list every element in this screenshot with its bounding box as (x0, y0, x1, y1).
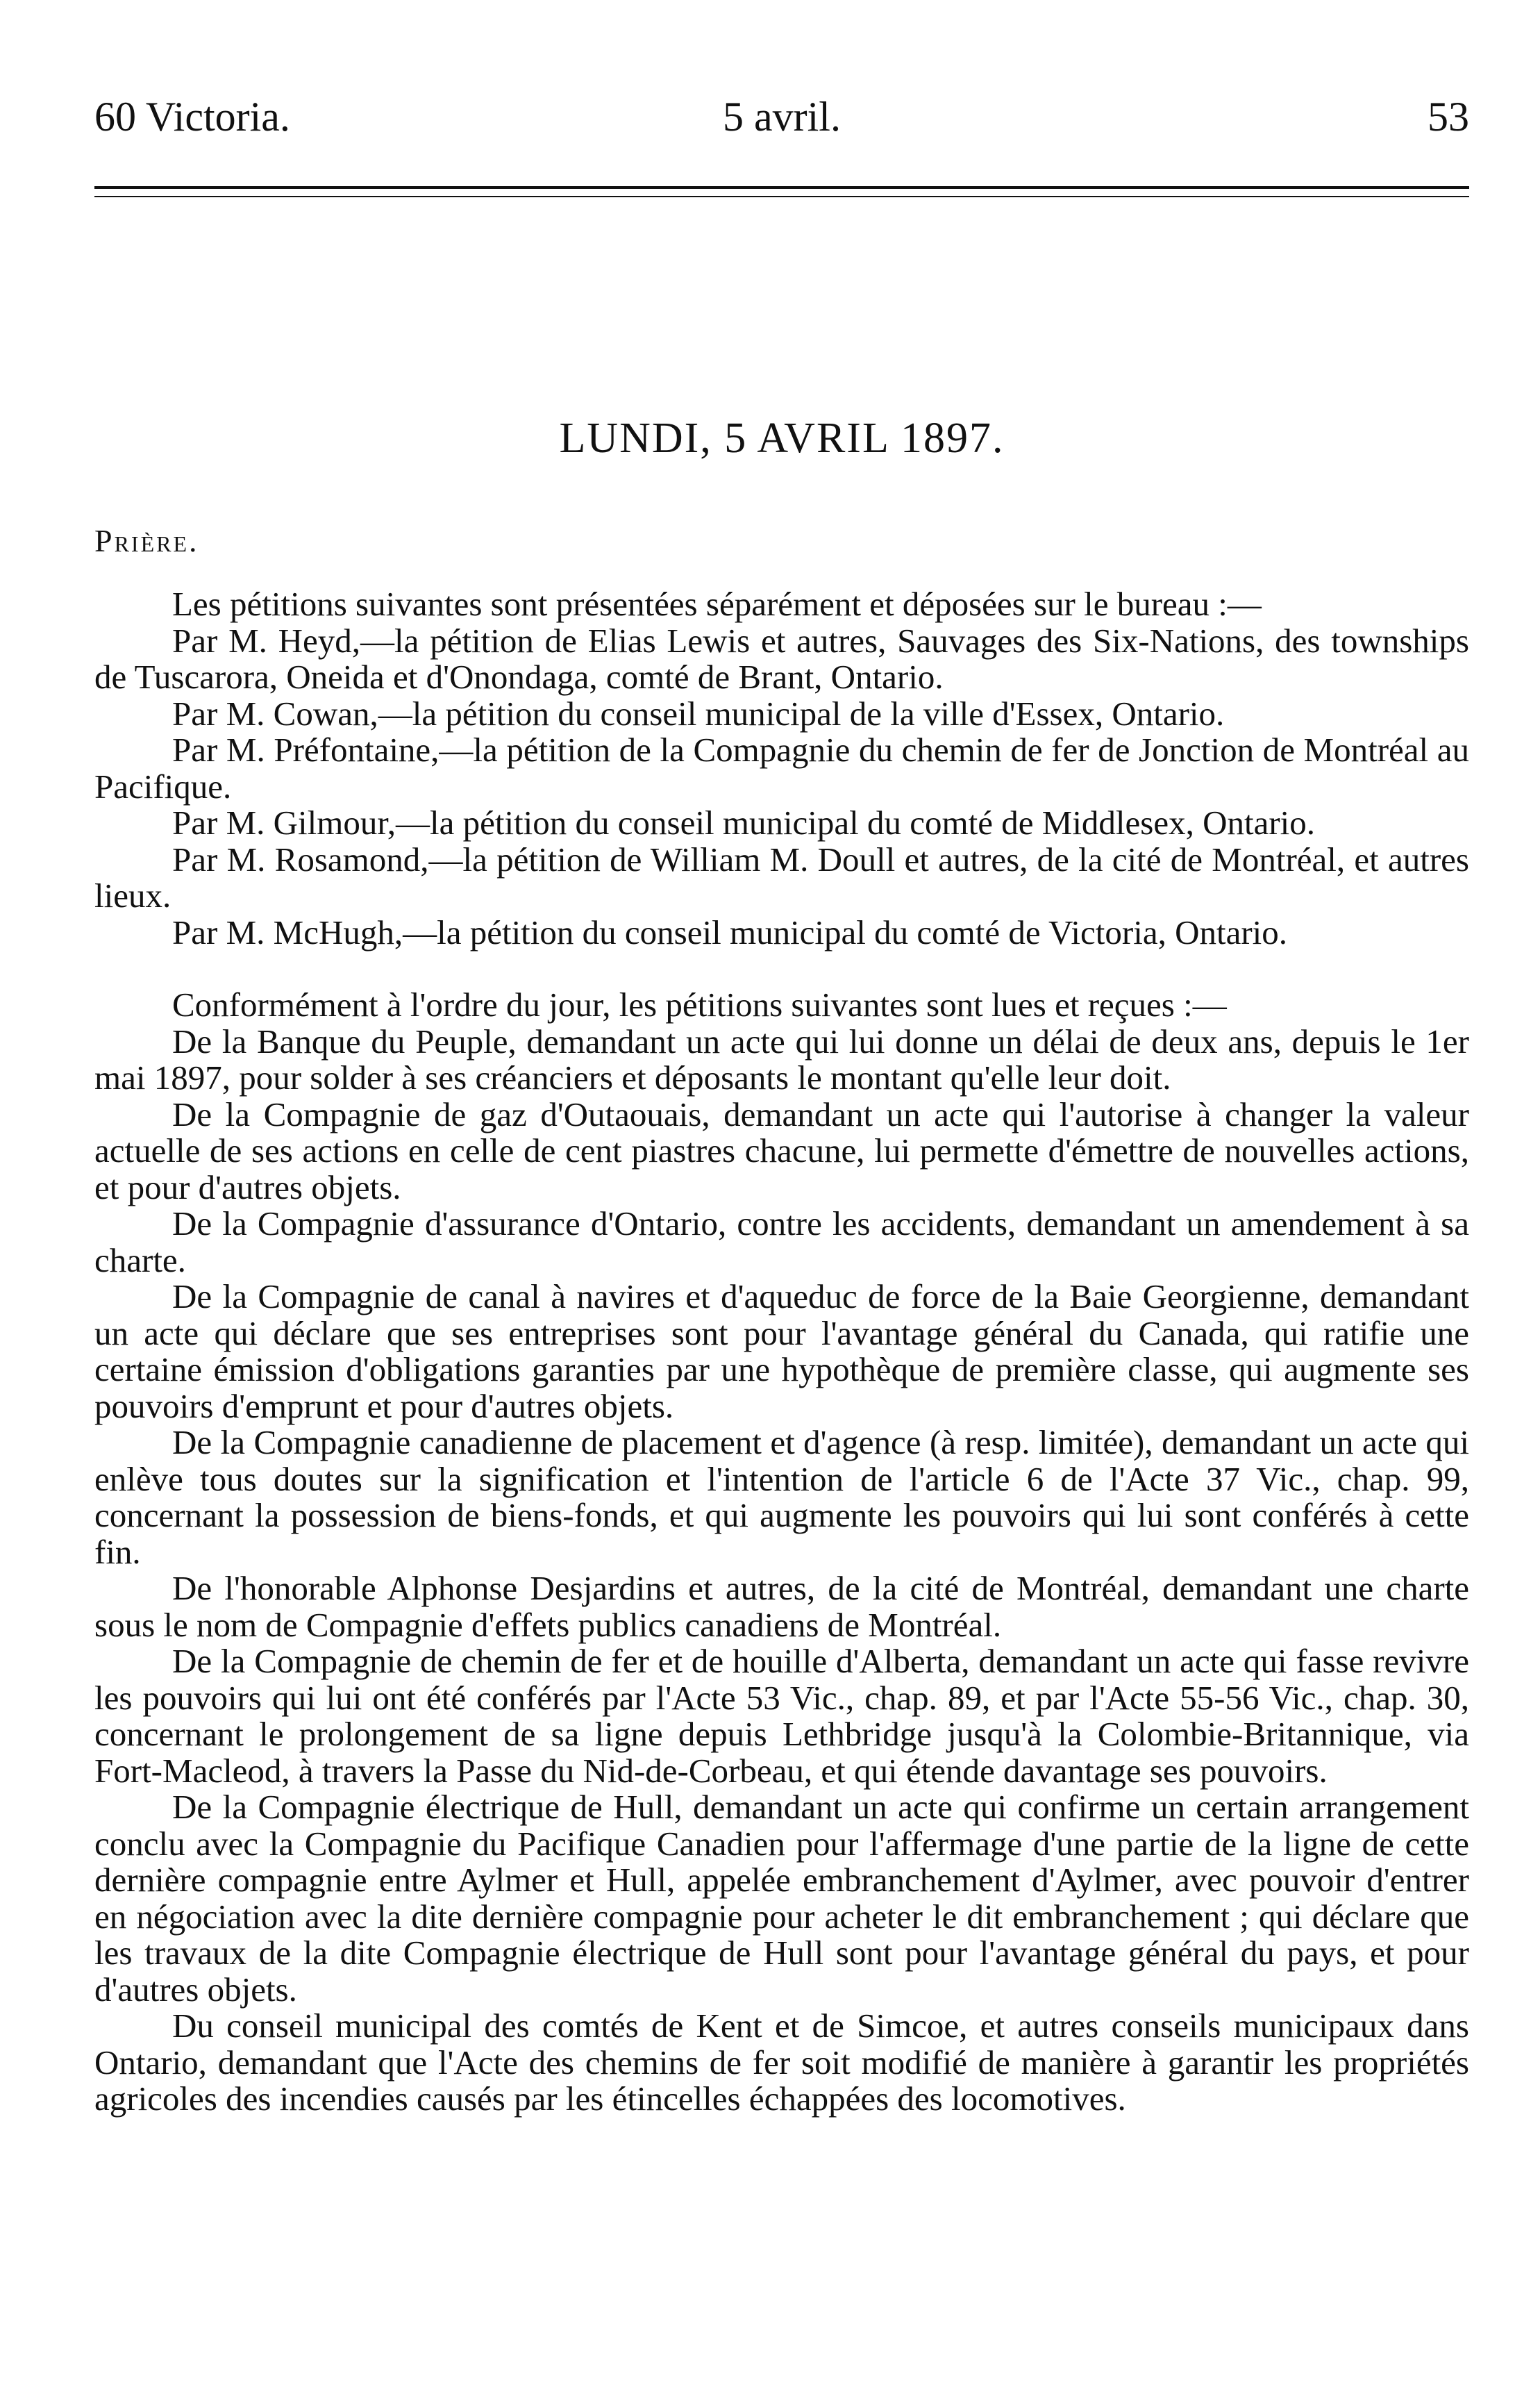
page-number: 53 (1428, 94, 1469, 140)
header-rule-thin (94, 196, 1469, 197)
paragraph: Par M. Gilmour,—la pétition du conseil municipal du comté de Middlesex, Ontario. (172, 804, 1316, 842)
paragraph: De l'honorable Alphonse Desjardins et autres, de la cité de Montréal, demandant une charte sous le nom de Compagnie d'effets publics canadiens de Montréal. (94, 1569, 1469, 1644)
paragraph: Conformément à l'ordre du jour, les pétitions suivantes sont lues et reçues :— (172, 986, 1227, 1024)
header-session: 60 Victoria. (94, 94, 290, 140)
paragraph: Par M. Rosamond,—la pétition de William M. Doull et autres, de la cité de Montréal, et autres lieux. (94, 840, 1469, 915)
paragraph: De la Compagnie d'assurance d'Ontario, contre les accidents, demandant un amendement à sa charte. (94, 1204, 1469, 1279)
header-date: 5 avril. (723, 94, 841, 140)
paragraph: Par M. McHugh,—la pétition du conseil municipal du comté de Victoria, Ontario. (172, 913, 1288, 952)
paragraph: De la Compagnie électrique de Hull, demandant un acte qui confirme un certain arrangement conclu avec la Compagnie du Pacifique Canadien pour l'affermage d'une partie de la ligne de cette dernière compagnie entre Aylmer et Hull, appelée embranchement d'Aylmer, avec pouvoir d'entrer en négociation avec la dite dernière compagnie pour acheter le dit embranchement ; qui déclare que les travaux de la dite Compagnie électrique de Hull sont pour l'avantage général du pays, et pour d'autres objets. (94, 1788, 1469, 2009)
paragraph: De la Compagnie de canal à navires et d'aqueduc de force de la Baie Georgienne, demandant un acte qui déclare que ses entreprises sont pour l'avantage général du Canada, qui ratifie une certaine émission d'obligations garanties par une hypothèque de première classe, qui augmente ses pouvoirs d'emprunt et pour d'autres objets. (94, 1277, 1469, 1425)
paragraph: De la Compagnie de chemin de fer et de houille d'Alberta, demandant un acte qui fasse revivre les pouvoirs qui lui ont été conférés par l'Acte 53 Vic., chap. 89, et par l'Acte 55-56 Vic., chap. 30, concernant le prolongement de sa ligne depuis Lethbridge jusqu'à la Colombie-Britannique, via Fort-Macleod, à travers la Passe du Nid-de-Corbeau, et qui étende davantage ses pouvoirs. (94, 1642, 1469, 1790)
paragraph: Du conseil municipal des comtés de Kent et de Simcoe, et autres conseils municipaux dans Ontario, demandant que l'Acte des chemins de fer soit modifié de manière à garantir les propriétés agricoles des incendies causés par les étincelles échappées des locomotives. (94, 2007, 1469, 2118)
paragraph: Par M. Heyd,—la pétition de Elias Lewis et autres, Sauvages des Six-Nations, des townships de Tuscarora, Oneida et d'Onondaga, comté de Brant, Ontario. (94, 621, 1469, 696)
paragraph: Les pétitions suivantes sont présentées séparément et déposées sur le bureau :— (172, 585, 1262, 623)
header-rule-thick (94, 186, 1469, 189)
paragraph: De la Compagnie de gaz d'Outaouais, demandant un acte qui l'autorise à changer la valeur actuelle de ses actions en celle de cent piastres chacune, lui permette d'émettre de nouvelles actions, et pour d'autres objets. (94, 1095, 1469, 1206)
paragraph: De la Compagnie canadienne de placement et d'agence (à resp. limitée), demandant un acte qui enlève tous doutes sur la signification et l'intention de l'article 6 de l'Acte 37 Vic., chap. 99, concernant la possession de biens-fonds, et qui augmente les pouvoirs qui lui sont conférés à cette fin. (94, 1423, 1469, 1571)
document-page (94, 0, 1469, 2401)
paragraph: Par M. Préfontaine,—la pétition de la Compagnie du chemin de fer de Jonction de Montréal au Pacifique. (94, 731, 1469, 806)
paragraph: Par M. Cowan,—la pétition du conseil municipal de la ville d'Essex, Ontario. (172, 694, 1225, 733)
paragraph: De la Banque du Peuple, demandant un acte qui lui donne un délai de deux ans, depuis le 1er mai 1897, pour solder à ses créanciers et déposants le montant qu'elle leur doit. (94, 1022, 1469, 1097)
body-text (94, 586, 1469, 2118)
section-heading: Prière. (94, 523, 199, 558)
page-title: LUNDI, 5 AVRIL 1897. (559, 415, 1005, 462)
running-header (94, 89, 1469, 144)
